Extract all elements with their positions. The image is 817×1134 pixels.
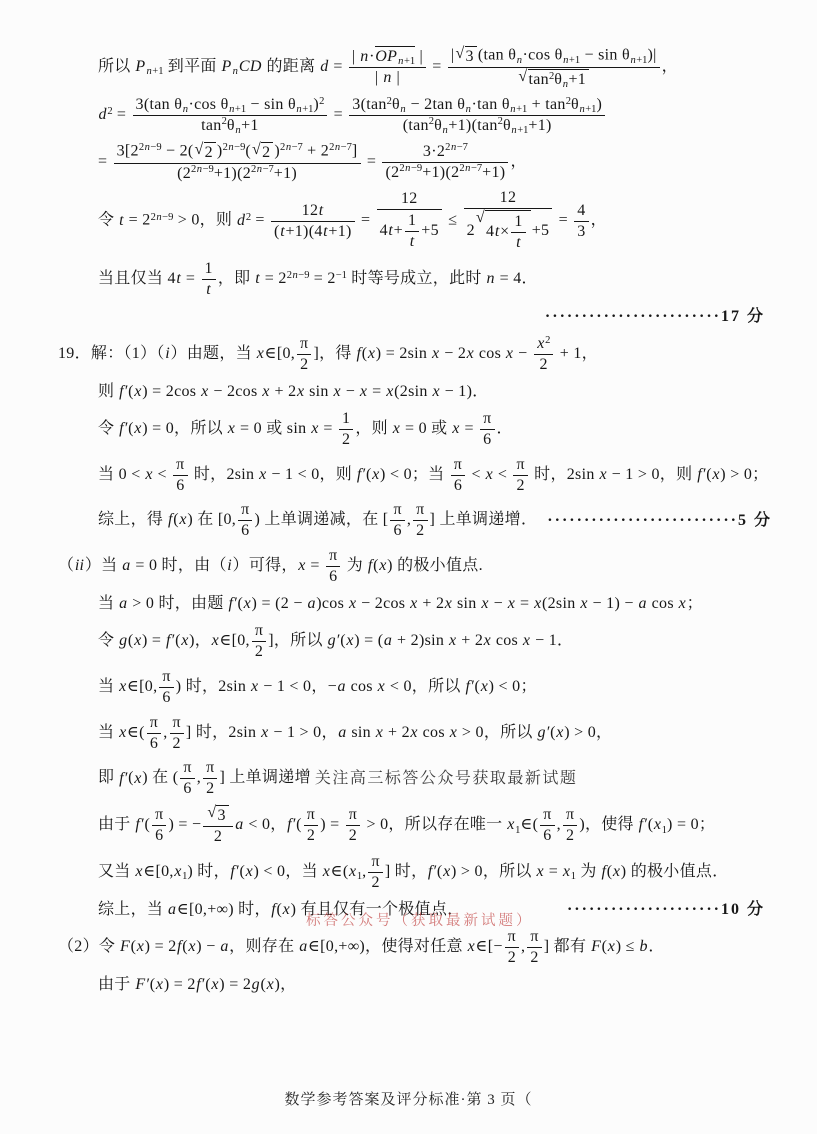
math-line xyxy=(98,141,765,184)
math-line xyxy=(58,927,765,968)
math-expression: 当 x∈( $\frac{\pi}{6}$ , $\frac{\pi}{2}$ ] 时，2sin x − 1 > 0，a sin x + 2x cos x > 0，所以 g′(x) > 0， xyxy=(98,713,613,752)
math-line xyxy=(98,667,765,708)
math-expression: 19．解：（1）（i）由题，当 x∈[0, $\frac{\pi}{2}$ ]，得 f(x) = 2sin x − 2x cos x − $\frac{x^2}{2}$ + 1， xyxy=(58,334,598,373)
math-line xyxy=(58,546,765,587)
radical-sign: √ xyxy=(194,140,204,158)
math-line xyxy=(98,259,765,300)
math-line xyxy=(98,455,769,496)
math-expression: 当 0 < x < $\frac{\pi}{6}$ 时，2sin x − 1 < 0，则 f′(x) < 0；当 $\frac{\pi}{6}$ < x < $\frac{\pi}{2}$ 时，2sin x − 1 > 0，则 f′(x) > 0； xyxy=(98,455,769,494)
radical-sign: √ xyxy=(455,45,465,62)
math-line xyxy=(98,592,765,616)
math-expression: $d^2$ = $\frac{3(\tan \theta n\cdot\cos \theta n+1 - \sin \theta n+1)^2}{\tan^2\theta n+1}$ = $\frac{3(\tan^2\theta n - 2\tan \theta n\cdot\tan \theta n+1 + \tan^2\theta n+1)}{(\tan^2\theta n+1)(\tan^2\theta n+1+1)}$ xyxy=(98,95,607,136)
page-footer: 数学参考答案及评分标准·第 3 页（ xyxy=(284,1092,533,1109)
math-line xyxy=(98,95,765,136)
math-line xyxy=(58,334,765,375)
math-line xyxy=(98,621,765,662)
math-line xyxy=(98,758,765,799)
math-line xyxy=(98,713,765,754)
math-line xyxy=(98,188,765,254)
math-line xyxy=(98,852,765,893)
math-expression: = $3[2^{2n-9} - 2$( √ 2 )$^{2n-9}$( √ 2 )$^{2n-7} + 2^{2n-7}$] $(2^{2n-9}+1)(2^{2n-7}+1)$ = $\frac{3\cdot 2^{2n-7}}{(2^{2n-9}+1)(2^{2n-7}+1)}$ ， xyxy=(98,140,527,182)
math-expression: 令 g(x) = f′(x)，x∈[0, $\frac{\pi}{2}$ ]，所以 g′(x) = (a + 2)sin x + 2x cos x − 1． xyxy=(98,622,574,660)
math-expression: 当且仅当 4t = $\frac{1}{t}$ ，即 $t = 2^{2n-9} = 2^{-1}$ 时等号成立，此时 n = 4． xyxy=(98,260,538,299)
radical-sign: √ xyxy=(252,140,262,158)
math-expression: 又当 x∈[0,x1) 时，f′(x) < 0，当 x∈(x1, $\frac{\pi}{2}$ ] 时，f′(x) > 0，所以 x = x1 为 f(x) 的极小值点． xyxy=(98,853,729,891)
math-line xyxy=(98,898,765,929)
math-line xyxy=(98,973,765,997)
math-line xyxy=(98,500,773,541)
math-expression: 当 x∈[0, $\frac{\pi}{6}$ ) 时，2sin x − 1 < 0，−a cos x < 0，所以 f′(x) < 0； xyxy=(98,667,537,706)
math-expression: 综上，当 a∈[0,+∞) 时，f(x) 有且仅有一个极值点． xyxy=(98,900,464,918)
math-line xyxy=(98,305,765,329)
math-expression: 令 $t = 2^{2n-9} > 0$，则 $d^2$ = $\frac{12t}{(t+1)(4t+1)}$ = 12 4t+ $\frac{1}{t}$ +5 ≤ 12 2 √ 4t× $\frac{1}{t}$ +5 = $\frac{4}{3}$ ， xyxy=(98,189,607,252)
math-line xyxy=(98,409,765,450)
radical-sign: √ xyxy=(207,804,217,822)
math-expression: 由于 F′(x) = 2f′(x) = 2g(x)， xyxy=(98,975,297,993)
math-expression: 所以 Pn+1 到平面 PnCD 的距离 d = $\frac{\text{| n·OPn+1 |}}{| n |}$ = | √ 3 (tan θn·cos θn+1 − sin θn+1)| √ $\tan^2\theta n+1$ ， xyxy=(98,45,678,91)
radical-sign: √ xyxy=(518,67,528,85)
math-expression: （2）令 F(x) = 2f(x) − a，则存在 a∈[0,+∞)，使得对任意 x∈[− $\frac{\pi}{2}$ , $\frac{\pi}{2}$ ] 都有 F(x) ≤ b． xyxy=(58,927,665,966)
math-expression: 综上，得 f(x) 在 [0, $\frac{\pi}{6}$ ) 上单调递减，在 [ $\frac{\pi}{6}$ , $\frac{\pi}{2}$ ] 上单调递增． xyxy=(98,501,538,540)
promo-watermark-red: 标答公众号（获取最新试题） xyxy=(306,912,534,929)
math-expression: 由于 f′( $\frac{\pi}{6}$ ) = − √ 3 2 a < 0，f′( $\frac{\pi}{2}$ ) = $\frac{\pi}{2}$ > 0，所以存在唯一 x1∈( $\frac{\pi}{6}$ , $\frac{\pi}{2}$ )，使得 f′(x1) = 0； xyxy=(98,804,716,846)
math-expression: 即 f′(x) 在 ( $\frac{\pi}{6}$ , $\frac{\pi}{2}$ ] 上单调递增 xyxy=(98,759,311,798)
promo-watermark-gray: 关注高三标答公众号获取最新试题 xyxy=(314,769,578,787)
math-line xyxy=(98,804,765,847)
math-expression: 则 f′(x) = 2cos x − 2cos x + 2x sin x − x = x(2sin x − 1)． xyxy=(98,382,489,400)
math-expression: 令 f′(x) = 0，所以 x = 0 或 sin x = $\frac{1}{2}$ ，则 x = 0 或 x = $\frac{\pi}{6}$ ． xyxy=(98,409,513,448)
math-expression: （ii）当 a = 0 时，由（i）可得，x = $\frac{\pi}{6}$ 为 f(x) 的极小值点. xyxy=(58,547,483,586)
score-mark: ························17 分 xyxy=(544,307,765,325)
math-expression: 当 a > 0 时，由题 f′(x) = (2 − a)cos x − 2cos x + 2x sin x − x = x(2sin x − 1) − a cos x； xyxy=(98,595,703,613)
math-line xyxy=(98,45,765,90)
score-mark: ·····················10 分 xyxy=(566,900,765,918)
score-mark: ··························5 分 xyxy=(547,511,773,529)
math-line xyxy=(98,380,765,404)
radical-sign: √ xyxy=(475,209,485,227)
